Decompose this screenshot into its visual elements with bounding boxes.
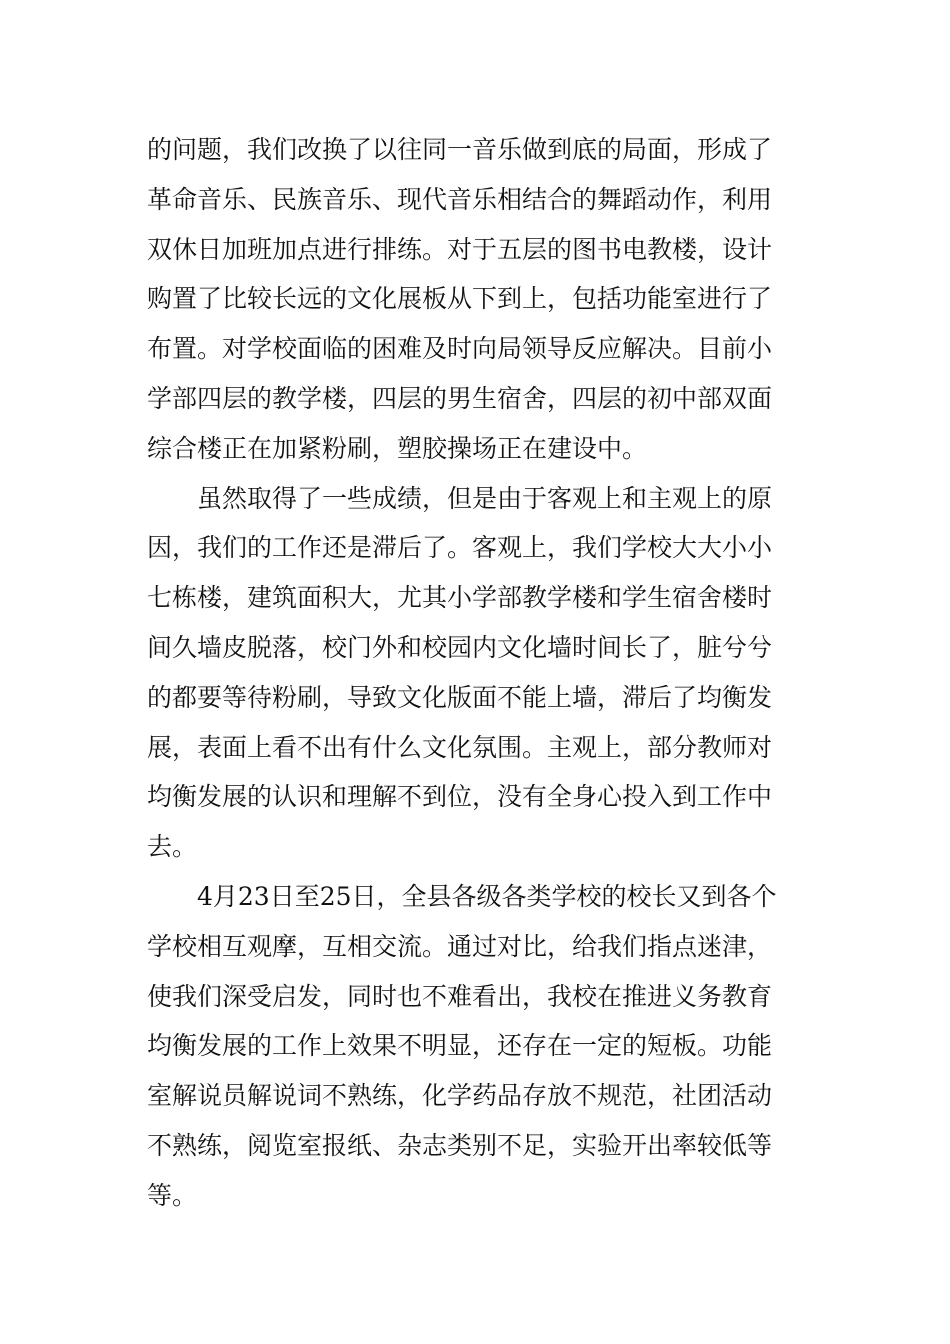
text-line: 间久墙皮脱落，校门外和校园内文化墙时间长了，脏兮兮 xyxy=(147,632,773,662)
text-line: 因，我们的工作还是滞后了。客观上，我们学校大大小小 xyxy=(147,533,773,563)
text-line: 的都要等待粉刷，导致文化版面不能上墙，滞后了均衡发 xyxy=(147,682,773,712)
text-line: 去。 xyxy=(147,832,198,862)
text-line: 等。 xyxy=(147,1180,198,1210)
text-line: 展，表面上看不出有什么文化氛围。主观上，部分教师对 xyxy=(147,732,773,762)
text-line: 革命音乐、民族音乐、现代音乐相结合的舞蹈动作，利用 xyxy=(147,184,773,214)
text-line: 不熟练，阅览室报纸、杂志类别不足，实验开出率较低等 xyxy=(147,1130,773,1160)
text-line: 综合楼正在加紧粉刷，塑胶操场正在建设中。 xyxy=(147,433,648,463)
text-line: 均衡发展的认识和理解不到位，没有全身心投入到工作中 xyxy=(147,782,773,812)
text-line: 购置了比较长远的文化展板从下到上，包括功能室进行了 xyxy=(147,284,773,314)
text-line: 的问题，我们改换了以往同一音乐做到底的局面，形成了 xyxy=(147,135,773,164)
body-text xyxy=(147,125,807,1221)
text-line: 均衡发展的工作上效果不明显，还存在一定的短板。功能 xyxy=(147,1031,773,1061)
text-line: 室解说员解说词不熟练，化学药品存放不规范，社团活动 xyxy=(147,1081,773,1111)
text-line: 学校相互观摩，互相交流。通过对比，给我们指点迷津， xyxy=(147,931,773,961)
text-line: 双休日加班加点进行排练。对于五层的图书电教楼，设计 xyxy=(147,234,773,264)
text-line: 学部四层的教学楼，四层的男生宿舍，四层的初中部双面 xyxy=(147,383,773,413)
paragraph-first-line: 虽然取得了一些成绩，但是由于客观上和主观上的原 xyxy=(197,483,773,513)
text-line: 七栋楼，建筑面积大，尤其小学部教学楼和学生宿舍楼时 xyxy=(147,583,773,613)
paragraph-first-line: 4月23日至25日，全县各级各类学校的校长又到各个 xyxy=(197,881,777,911)
text-line: 布置。对学校面临的困难及时向局领导反应解决。目前小 xyxy=(147,334,773,364)
text-line: 使我们深受启发，同时也不难看出，我校在推进义务教育 xyxy=(147,981,773,1011)
